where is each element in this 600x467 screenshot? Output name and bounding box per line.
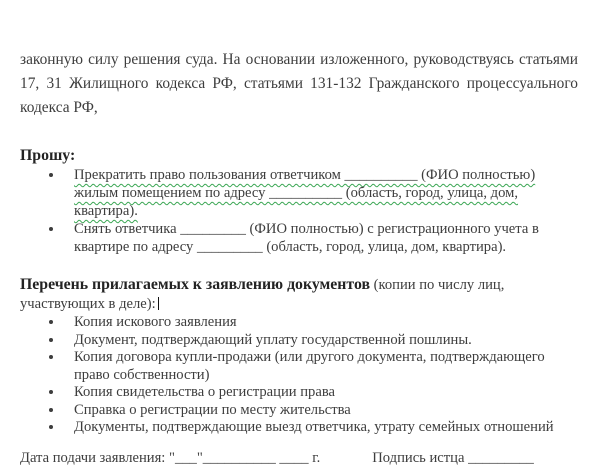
paragraph-line: 17, 31 Жилищного кодекса РФ, статьями 131-132 Гражданского процессуального (20, 75, 578, 92)
list-item-text: Документ, подтверждающий уплату государственной пошлины. (74, 331, 472, 348)
request-list (20, 166, 578, 256)
signature-row (20, 449, 578, 467)
list-item-text: Копия договора купли-продажи (или другого документа, подтверждающего право собственности) (74, 349, 545, 383)
signature-field: Подпись истца _________ (372, 449, 534, 466)
list-item (64, 166, 578, 220)
list-item-text: Документы, подтверждающие выезд ответчика, утрату семейных отношений (74, 419, 554, 435)
list-item-text: Снять ответчика _________ (ФИО полностью) с регистрационного учета в квартире по адресу _________ (область, город, улица, дом, квартира). (74, 221, 539, 255)
paragraph-line: законную силу решения суда. На основании изложенного, руководствуясь статьями (20, 51, 578, 68)
attachments-heading (20, 275, 578, 314)
paragraph-line: кодекса РФ, (20, 99, 98, 116)
attachments-heading-bold: Перечень прилагаемых к заявлению документов (20, 276, 370, 293)
text-cursor-icon (158, 297, 160, 310)
request-heading: Прошу: (20, 147, 76, 164)
grammar-underlined-text: Прекратить право пользования ответчиком __________ (ФИО полностью) жилым помещением по адресу __________ (область, город, улица, дом, квартира). (74, 167, 536, 219)
intro-paragraph (20, 48, 578, 120)
list-item (64, 332, 578, 350)
list-item (64, 349, 578, 384)
list-item (64, 314, 578, 332)
list-item-text: Справка о регистрации по месту жительства (74, 401, 351, 418)
attachments-heading-note: (копии по числу лиц, участвующих в деле): (20, 277, 505, 312)
date-field: Дата подачи заявления: "___"__________ ____ г. (20, 449, 321, 466)
list-item (64, 384, 578, 402)
list-item (64, 220, 578, 256)
list-item (64, 419, 578, 437)
list-item-text: Копия искового заявления (74, 314, 237, 330)
list-item (64, 402, 578, 420)
attachments-list (20, 314, 578, 437)
list-item-text: Копия свидетельства о регистрации права (74, 384, 335, 400)
